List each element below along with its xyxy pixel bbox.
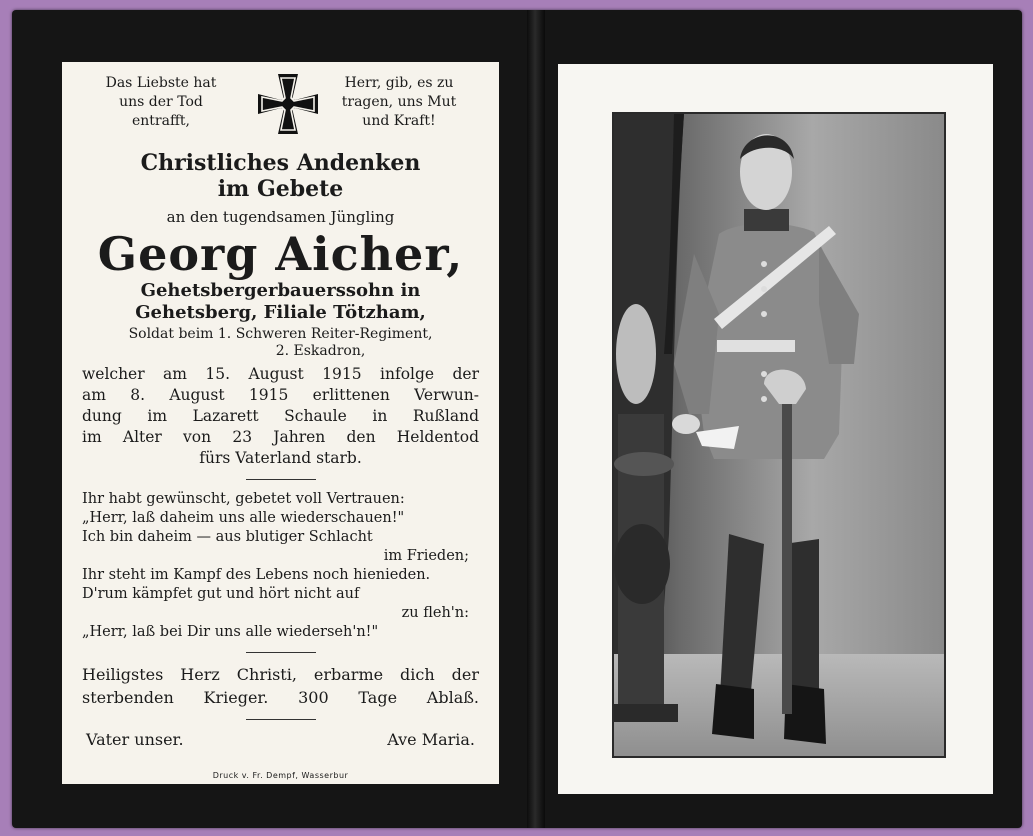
divider [246, 719, 316, 720]
poem-line: im Frieden; [383, 548, 469, 564]
poem-line: zu fleh'n: [401, 605, 469, 621]
soldier-line-2: 2. Eskadron, [275, 343, 366, 359]
divider [246, 652, 316, 653]
soldier-line-1: Soldat beim 1. Schweren Reiter-Regiment, [128, 326, 433, 342]
poem-line: Ihr steht im Kampf des Lebens noch hienieden. [82, 567, 431, 583]
title-line-1: Christliches Andenken [140, 150, 421, 176]
poem-line: Ich bin daheim — aus blutiger Schlacht [82, 529, 373, 545]
prayer-line: Heiligstes Herz Christi, erbarme dich der [82, 665, 479, 684]
soldier-portrait [612, 112, 946, 758]
motto-right-line: Herr, gib, es zu [344, 75, 454, 91]
death-text-line: dung im Lazarett Schaule in Rußland [82, 407, 479, 425]
card-fold [527, 10, 545, 828]
motto-left-line: uns der Tod [119, 94, 203, 110]
poem-line: „Herr, laß daheim uns alle wiederschauen!" [82, 510, 405, 526]
deceased-name: Georg Aicher, [97, 227, 464, 281]
prayer-card [12, 10, 1022, 828]
header-row [82, 70, 479, 140]
text-panel [62, 62, 499, 784]
death-text-line: im Alter von 23 Jahren den Heldentod [82, 428, 479, 446]
soldier-portrait-image [614, 114, 944, 756]
dedication: an den tugendsamen Jüngling [166, 208, 395, 226]
poem-line: „Herr, laß bei Dir uns alle wiederseh'n!" [82, 624, 379, 640]
iron-cross-icon [256, 72, 320, 136]
closing-left: Vater unser. [86, 730, 184, 749]
motto-left-line: Das Liebste hat [105, 75, 217, 91]
death-text-line: welcher am 15. August 1915 infolge der [82, 365, 479, 383]
motto-left [96, 74, 226, 131]
origin-line-1: Gehetsbergerbauerssohn in [140, 280, 421, 301]
poem [82, 490, 479, 642]
death-text-line: fürs Vaterland starb. [199, 449, 362, 467]
origin-line-2: Gehetsberg, Filiale Tötzham, [135, 302, 426, 323]
prayer [82, 663, 479, 709]
death-text [82, 364, 479, 469]
motto-right-line: tragen, uns Mut [341, 94, 457, 110]
printer-imprint: Druck v. Fr. Dempf, Wasserbur [212, 771, 349, 780]
poem-line: Ihr habt gewünscht, gebetet voll Vertrauen: [82, 491, 405, 507]
motto-right-line: und Kraft! [362, 113, 436, 129]
title-line-2: im Gebete [217, 176, 344, 202]
death-text-line: am 8. August 1915 erlittenen Verwun- [82, 386, 479, 404]
photo-panel [558, 64, 993, 794]
motto-right [329, 74, 469, 131]
divider [246, 479, 316, 480]
poem-line: D'rum kämpfet gut und hört nicht auf [82, 586, 360, 602]
motto-left-line: entrafft, [132, 113, 190, 129]
prayer-line: sterbenden Krieger. 300 Tage Ablaß. [82, 688, 479, 707]
closing-right: Ave Maria. [387, 730, 475, 749]
closing-prayers [82, 730, 479, 749]
